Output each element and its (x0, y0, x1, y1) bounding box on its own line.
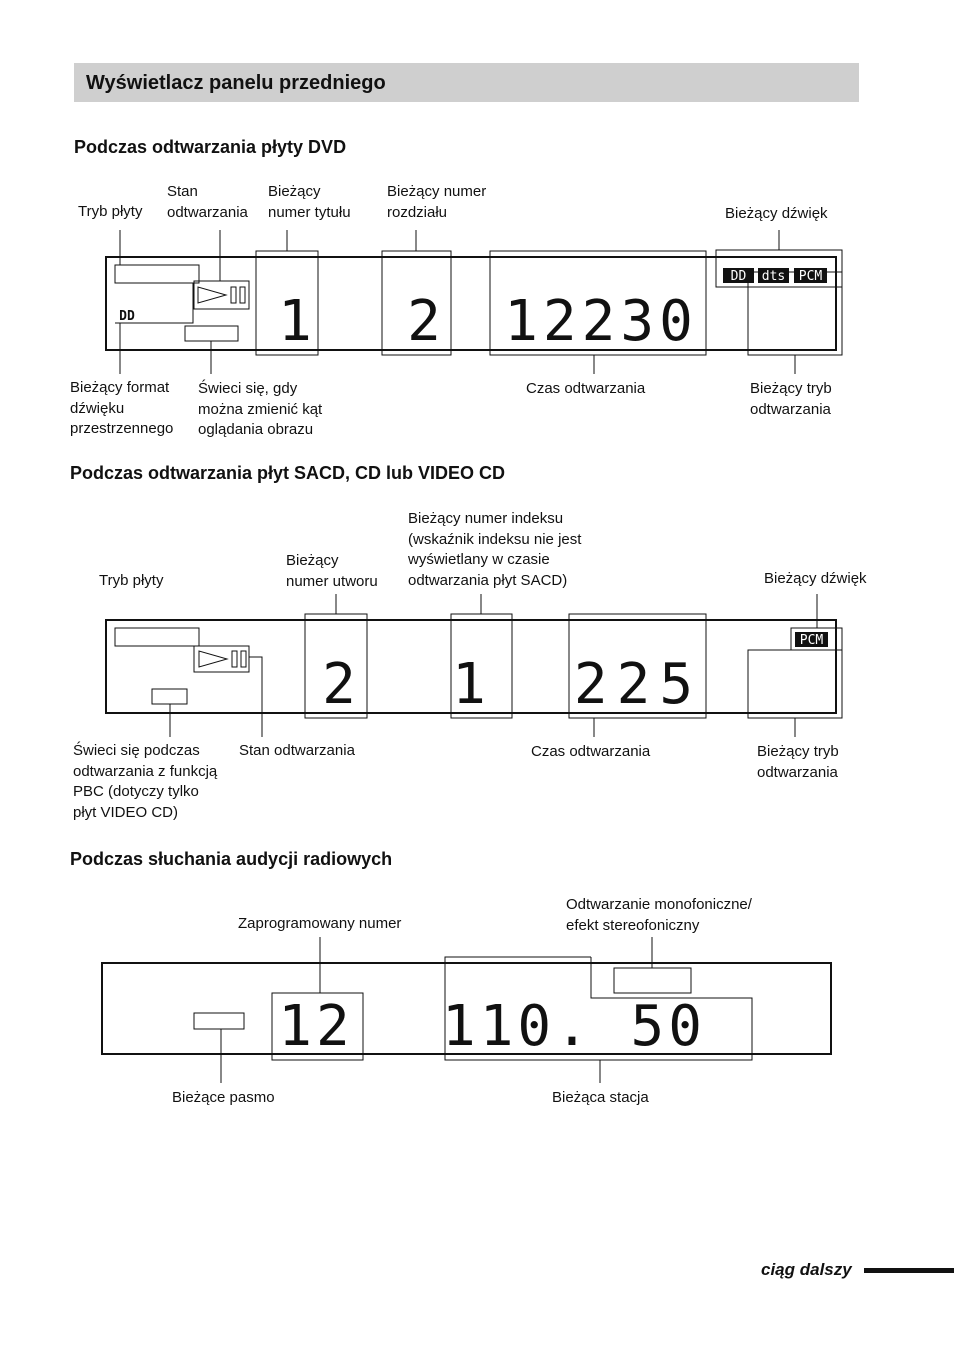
dvd-label-current-sound: Bieżący dźwięk (725, 205, 828, 222)
dvd-label-play-mode: Bieżący tryb odtwarzania (750, 380, 832, 418)
dvd-play-status-box (194, 281, 249, 309)
continued-bar (864, 1268, 954, 1273)
dvd-label-title-number: Bieżący numer tytułu (268, 183, 351, 221)
dvd-disc-mode-indicator (115, 265, 199, 283)
dvd-play-icon (198, 287, 226, 303)
radio-label-station: Bieżąca stacja (552, 1089, 649, 1106)
sacd-label-current-sound: Bieżący dźwięk (764, 570, 867, 587)
sacd-play-mode-box (748, 650, 842, 718)
sacd-index-digit: 1 (452, 652, 486, 717)
dvd-pause-icon-right (240, 287, 245, 303)
sacd-label-pbc: Świeci się podczas odtwarzania z funkcją PBC (dotyczy tylko płyt VIDEO CD) (73, 742, 218, 821)
sacd-label-disc-mode: Tryb płyty (99, 572, 164, 589)
dvd-dts-badge: dts (761, 269, 786, 284)
dvd-title-digit: 1 (278, 289, 312, 354)
radio-station-digits: 110. 50 (441, 994, 707, 1059)
dvd-label-disc-mode: Tryb płyty (78, 203, 143, 220)
dvd-play-mode-box (748, 272, 842, 355)
sacd-leader-play-status (249, 657, 262, 737)
dvd-pause-icon-left (231, 287, 236, 303)
dvd-chapter-digit: 2 (407, 289, 441, 354)
dvd-label-surround-format: Bieżący format dźwięku przestrzennego (70, 379, 174, 437)
dvd-section-title: Podczas odtwarzania płyty DVD (74, 137, 347, 157)
continued-text: ciąg dalszy (761, 1260, 852, 1279)
dvd-dolby-badge: DD (730, 269, 747, 284)
radio-label-band: Bieżące pasmo (172, 1089, 275, 1106)
sacd-disc-mode-indicator (115, 628, 199, 646)
dvd-angle-indicator (185, 326, 238, 341)
sacd-label-index-number: Bieżący numer indeksu (wskaźnik indeksu nie jest wyświetlany w czasie odtwarzania płyt SACD) (408, 510, 582, 589)
radio-section-title: Podczas słuchania audycji radiowych (70, 849, 393, 869)
sacd-track-digit: 2 (322, 652, 356, 717)
radio-label-preset: Zaprogramowany numer (238, 915, 402, 932)
sacd-pause-icon-left (232, 651, 237, 667)
sacd-play-icon (199, 651, 227, 667)
dvd-label-play-status: Stan odtwarzania (167, 183, 248, 221)
sacd-label-play-time: Czas odtwarzania (531, 743, 651, 760)
sacd-time-digits: 225 (573, 652, 703, 717)
radio-band-indicator (194, 1013, 244, 1029)
dvd-label-angle: Świeci się, gdy można zmienić kąt oglądania obrazu (198, 380, 323, 438)
radio-label-mono-stereo: Odtwarzanie monofoniczne/ efekt stereofoniczny (566, 896, 752, 934)
sacd-pcm-badge: PCM (799, 633, 824, 648)
radio-mono-stereo-indicator (614, 968, 691, 993)
dvd-label-play-time: Czas odtwarzania (526, 380, 646, 397)
sacd-label-track-number: Bieżący numer utworu (286, 552, 378, 590)
dvd-format-badge: DD (119, 309, 135, 324)
radio-preset-digits: 12 (278, 994, 354, 1059)
sacd-section-title: Podczas odtwarzania płyt SACD, CD lub VIDEO CD (70, 463, 506, 483)
dvd-label-chapter-number: Bieżący numer rozdziału (387, 183, 487, 221)
sacd-pause-icon-right (241, 651, 246, 667)
dvd-pcm-badge: PCM (798, 269, 823, 284)
sacd-label-play-mode: Bieżący tryb odtwarzania (757, 743, 839, 781)
sacd-pbc-indicator (152, 689, 187, 704)
dvd-time-digits: 12230 (504, 289, 698, 354)
page-title: Wyświetlacz panelu przedniego (86, 72, 386, 94)
sacd-label-play-status: Stan odtwarzania (239, 742, 355, 759)
